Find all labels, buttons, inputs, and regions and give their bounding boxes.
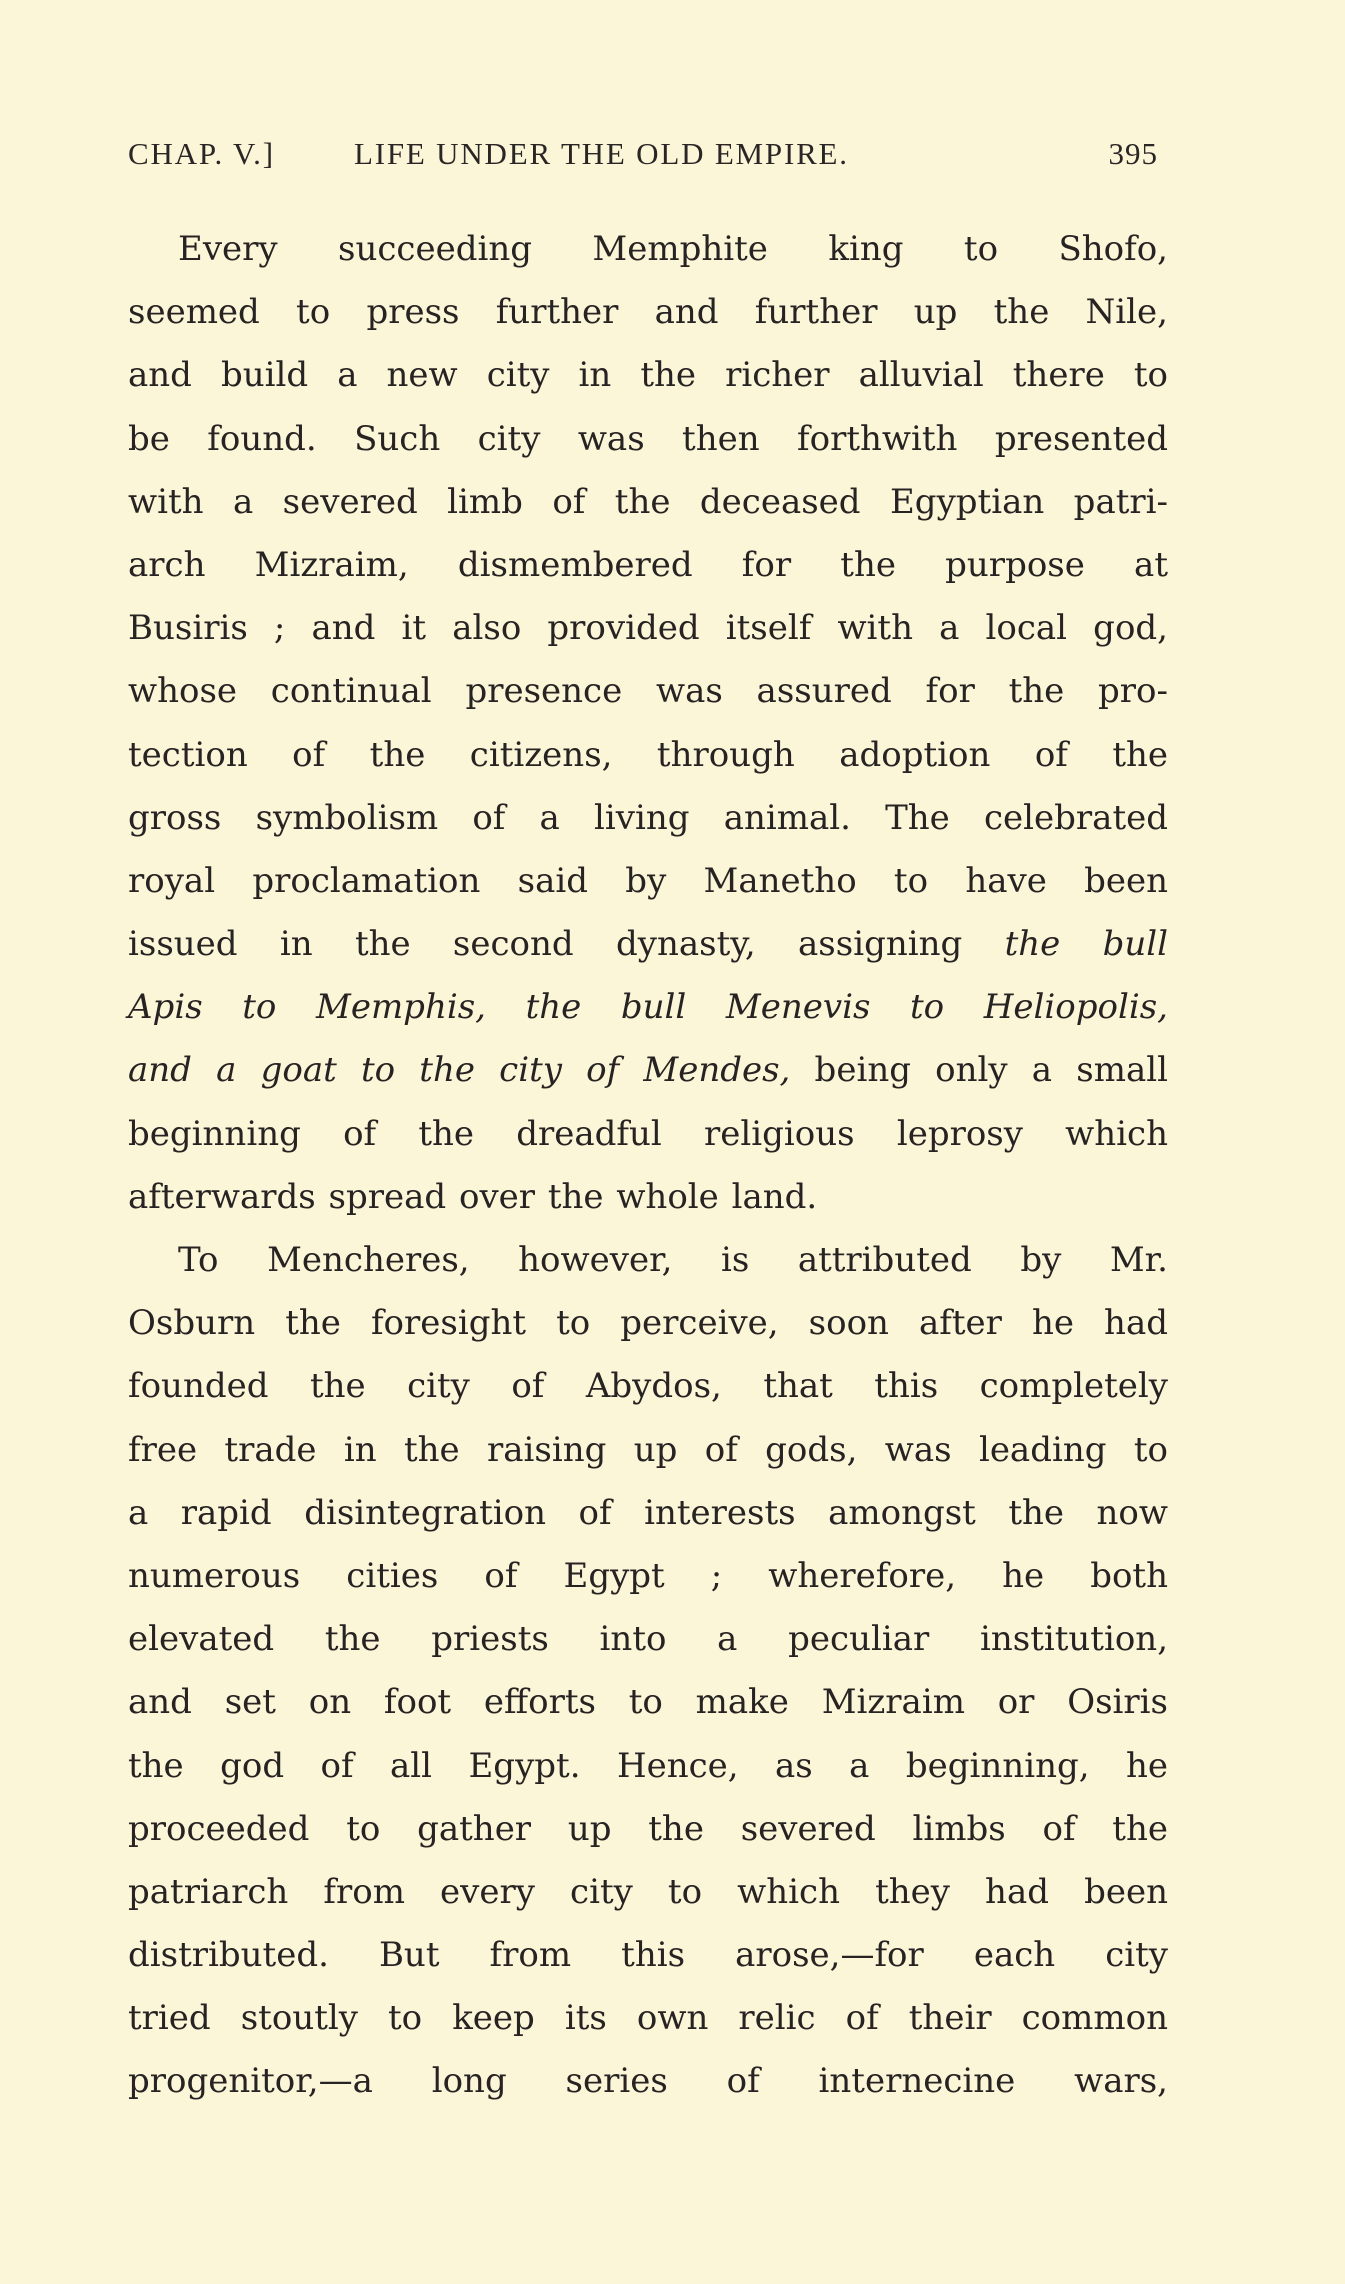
- text-line-content: being only a small: [790, 1050, 1168, 1091]
- text-line-content: free trade in the raising up of gods, was leading to: [128, 1429, 1168, 1470]
- text-line: [128, 1861, 1168, 1924]
- text-line: [128, 1608, 1168, 1671]
- text-line: [128, 660, 1168, 723]
- body-text: [128, 218, 1168, 2114]
- text-line-content: and build a new city in the richer alluvial there to: [128, 355, 1168, 396]
- text-line-content: numerous cities of Egypt ; wherefore, he both: [128, 1555, 1168, 1596]
- text-line: [128, 850, 1168, 913]
- text-line-content: patriarch from every city to which they had been: [128, 1871, 1168, 1912]
- text-line-content: distributed. But from this arose,—for each city: [128, 1935, 1168, 1976]
- text-line: [128, 471, 1168, 534]
- text-line: [128, 1292, 1168, 1355]
- text-line: [128, 787, 1168, 850]
- text-line: [128, 2050, 1168, 2113]
- text-line: [128, 1355, 1168, 1418]
- text-line-content: a rapid disintegration of interests amongst the now: [128, 1492, 1168, 1533]
- text-line-content: arch Mizraim, dismembered for the purpose at: [128, 544, 1168, 585]
- running-head: [128, 128, 1158, 178]
- text-line: [128, 1987, 1168, 2050]
- text-line: [128, 1482, 1168, 1545]
- text-line: [128, 1419, 1168, 1482]
- chapter-title: LIFE UNDER THE OLD EMPIRE.: [354, 136, 849, 171]
- text-line: [128, 913, 1168, 976]
- text-line: [128, 1039, 1168, 1102]
- text-line: [128, 1798, 1168, 1861]
- text-line-content: founded the city of Abydos, that this completely: [128, 1366, 1168, 1407]
- italic-text: the bull: [1004, 924, 1168, 965]
- text-line: [128, 1229, 1168, 1292]
- text-line-content: Every succeeding Memphite king to Shofo,: [178, 229, 1168, 269]
- chapter-label: CHAP. V.]: [128, 136, 275, 171]
- text-line-content: with a severed limb of the deceased Egyptian patri-: [128, 481, 1168, 522]
- text-line-content: and set on foot efforts to make Mizraim or Osiris: [128, 1682, 1168, 1723]
- page-number: 395: [1108, 136, 1158, 171]
- text-line-content: beginning of the dreadful religious leprosy which: [128, 1113, 1168, 1154]
- text-line-content: progenitor,—a long series of internecine wars,: [128, 2061, 1168, 2102]
- text-line-content: be found. Such city was then forthwith presented: [128, 418, 1168, 459]
- text-line-content: seemed to press further and further up the Nile,: [128, 292, 1168, 333]
- text-line: [128, 724, 1168, 787]
- text-line: [128, 281, 1168, 344]
- text-line: [128, 1735, 1168, 1798]
- italic-text: Apis to Memphis, the bull Menevis to Heliopolis,: [128, 987, 1168, 1028]
- text-line-content: tection of the citizens, through adoption of the: [128, 734, 1168, 775]
- text-line-content: proceeded to gather up the severed limbs of the: [128, 1808, 1168, 1849]
- text-line-content: issued in the second dynasty, assigning: [128, 924, 1005, 965]
- text-line: [128, 1103, 1168, 1166]
- text-line-content: Busiris ; and it also provided itself with a local god,: [128, 608, 1168, 649]
- text-line-content: To Mencheres, however, is attributed by Mr.: [178, 1240, 1168, 1280]
- text-line: [128, 534, 1168, 597]
- text-line-content: elevated the priests into a peculiar institution,: [128, 1619, 1168, 1660]
- text-line: [128, 1924, 1168, 1987]
- text-line: [128, 218, 1168, 281]
- text-line: [128, 1545, 1168, 1608]
- text-line-content: whose continual presence was assured for the pro-: [128, 671, 1168, 712]
- text-line-content: Osburn the foresight to perceive, soon after he had: [128, 1303, 1168, 1344]
- text-line-content: royal proclamation said by Manetho to have been: [128, 860, 1168, 901]
- text-line: [128, 976, 1168, 1039]
- text-line-content: the god of all Egypt. Hence, as a beginning, he: [128, 1745, 1168, 1786]
- text-line: [128, 1671, 1168, 1734]
- text-line: [128, 408, 1168, 471]
- text-line-content: gross symbolism of a living animal. The celebrated: [128, 797, 1168, 838]
- text-line: [128, 597, 1168, 660]
- text-line-content: tried stoutly to keep its own relic of their common: [128, 1998, 1168, 2039]
- text-line: [128, 1166, 1168, 1229]
- text-line: [128, 344, 1168, 407]
- text-line-content: afterwards spread over the whole land.: [128, 1176, 818, 1217]
- italic-text: and a goat to the city of Mendes,: [128, 1050, 791, 1091]
